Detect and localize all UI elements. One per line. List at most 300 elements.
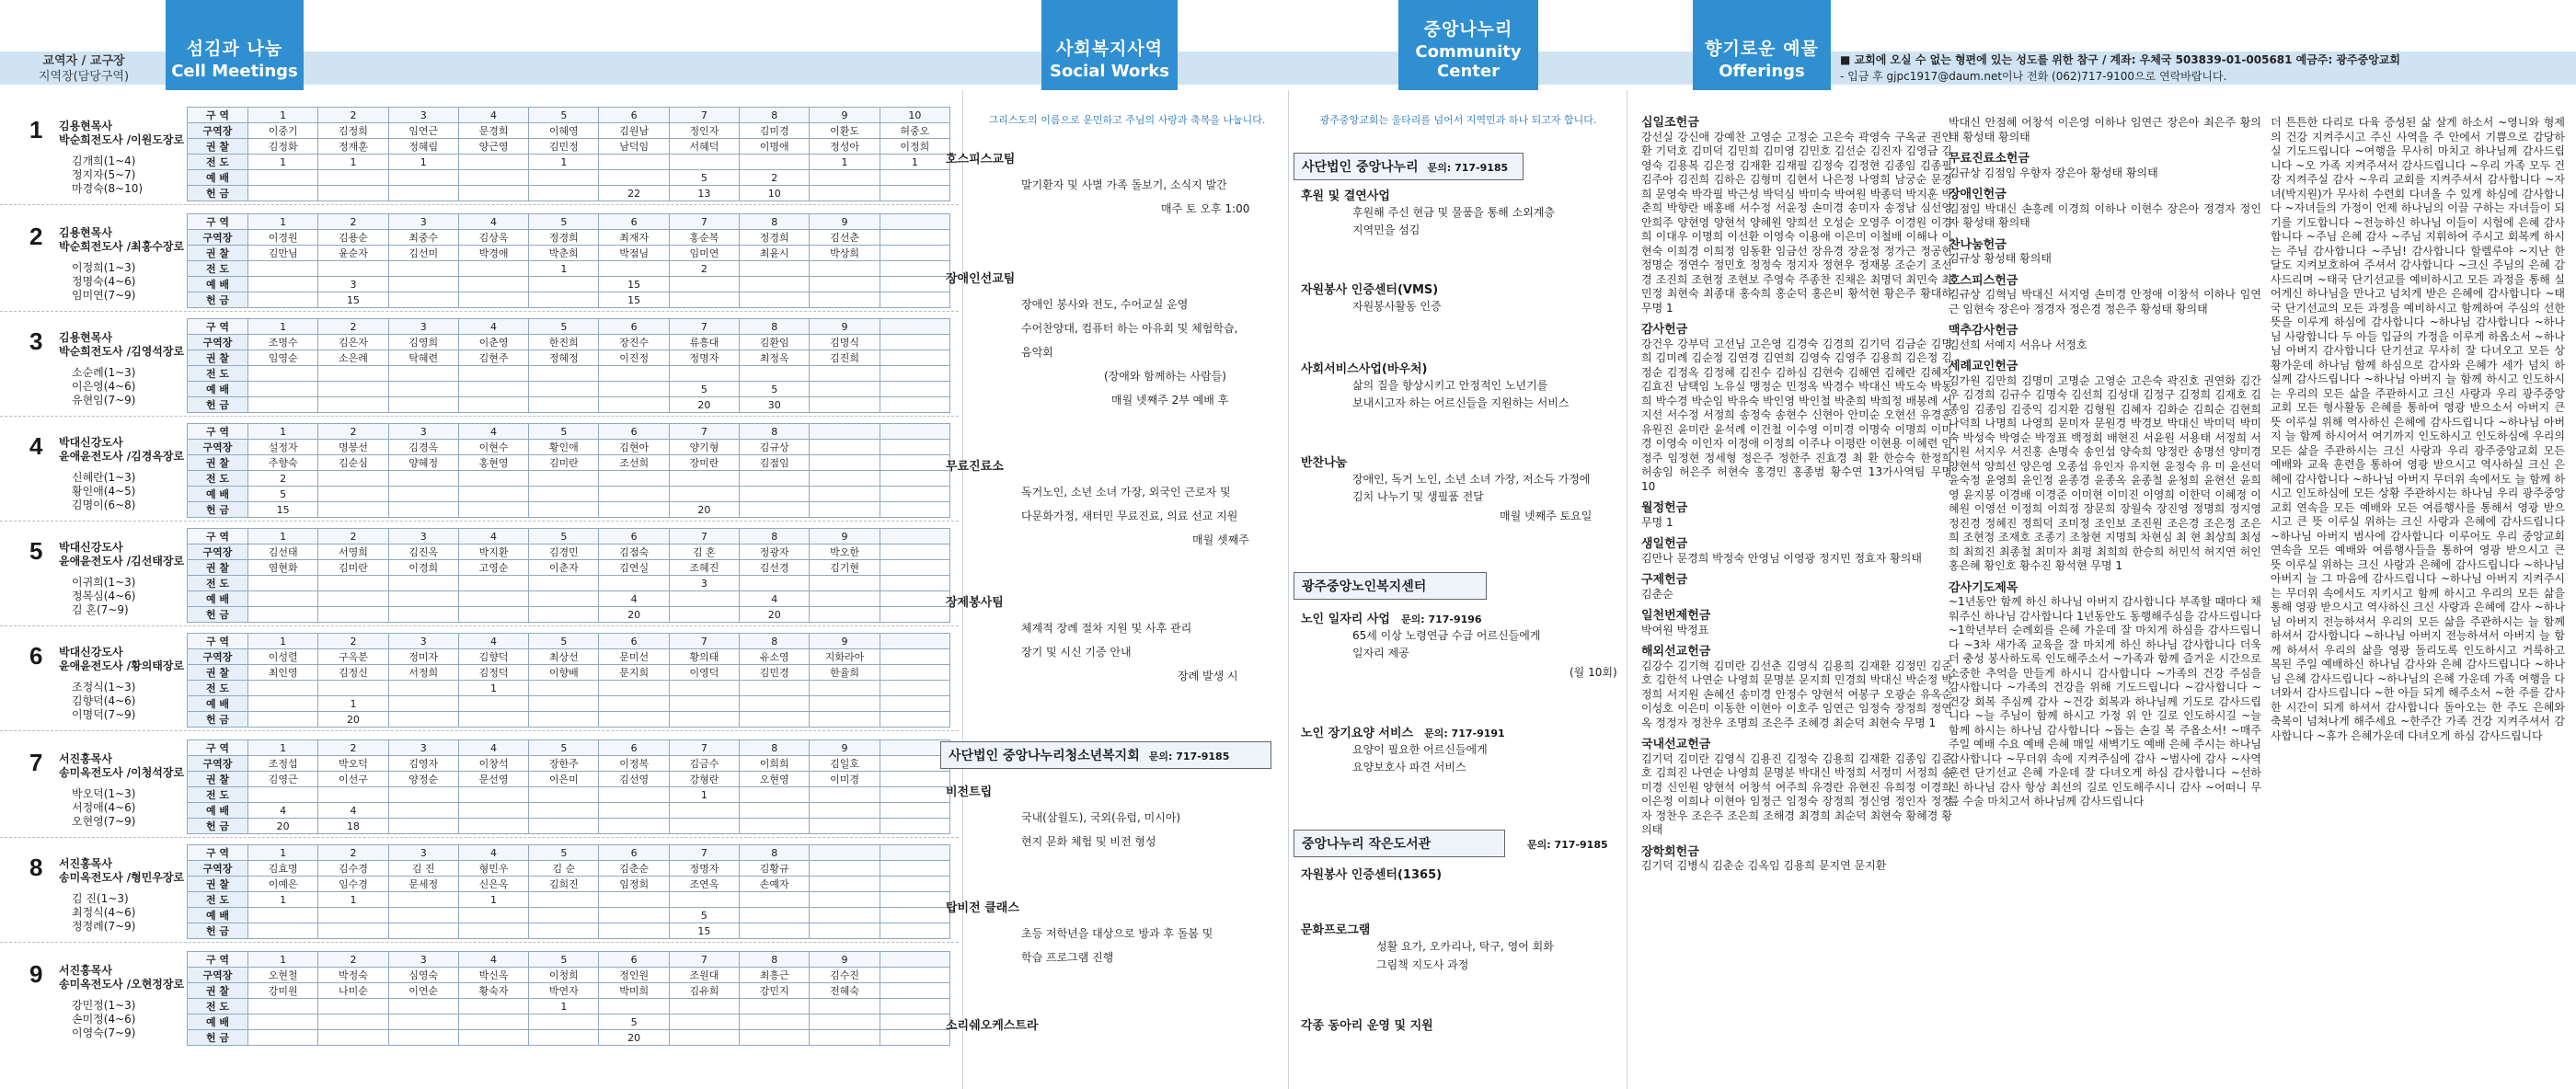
table-cell: 2 [740,170,810,186]
table-cell [458,607,528,623]
table-cell [458,487,528,502]
cc-care-title [1301,723,1505,740]
table-cell: 박경애 [458,246,528,261]
table-cell: 조원대 [669,968,739,983]
table-cell [810,1030,880,1046]
offering-category: 일천번제헌금 [1641,609,1711,623]
table-cell [248,591,318,607]
offering-category: 장애인헌금 [1949,188,2007,201]
table-cell [388,261,458,277]
sw-section-line: (장애와 함께하는 사람들) [1104,370,1226,383]
table-header-cell: 3 [388,214,458,230]
table-cell: 예 배 [188,170,248,186]
cell-member: 유현임(7~9) [72,394,136,407]
table-cell [810,607,880,623]
table-cell [388,607,458,623]
table-cell [880,277,949,292]
table-cell: 김기현 [810,560,880,576]
table-cell [529,576,599,591]
sw-section-line: 매월 넷째주 2부 예배 후 [1111,394,1229,407]
offering-category: 맥추감사헌금 [1949,324,2018,338]
table-cell: 김 혼 [669,544,739,560]
table-cell: 황숙자 [458,983,528,999]
cc-vms-title: 자원봉사 인증센터(VMS) [1301,283,1439,297]
table-cell [599,261,669,277]
table-cell [388,923,458,939]
table-cell [388,1030,458,1046]
table-cell: 유소영 [740,649,810,665]
table-row [188,440,950,455]
table-cell [529,1014,599,1030]
offerings-column-1 [1641,116,1952,874]
cell-table [187,844,950,939]
table-header-cell: 3 [388,319,458,335]
table-cell [458,999,528,1014]
cc-job-title [1301,609,1482,626]
table-cell [529,892,599,908]
table-cell: 이춘자 [529,560,599,576]
table-cell [810,803,880,819]
cell-member: 강민정(1~3) [72,999,136,1012]
table-cell [810,923,880,939]
cell-separator [0,942,959,943]
table-cell [248,1014,318,1030]
table-row [188,214,950,230]
table-cell [599,712,669,728]
table-header-cell: 3 [388,634,458,649]
table-cell: 3 [318,277,388,292]
table-cell: 권 찰 [188,455,248,471]
table-cell [740,1014,810,1030]
table-cell: 20 [740,607,810,623]
table-cell [880,230,949,246]
table-cell [388,696,458,712]
table-cell [318,261,388,277]
table-header-cell: 3 [388,740,458,756]
table-cell: 정명자 [669,861,739,877]
table-cell: 22 [599,186,669,201]
cc-care-line: 요양이 필요한 어르신들에게 [1352,743,1488,756]
sw-section-title: 무료진료소 [946,460,1004,474]
table-cell: 정경희 [529,230,599,246]
sw-section-line: 독거노인, 소년 소녀 가장, 외국인 근로자 및 [1021,486,1231,499]
table-cell [388,999,458,1014]
table-row [188,861,950,877]
cell-member: 박오덕(1~3) [72,787,136,800]
table-cell: 최정옥 [740,350,810,366]
table-cell [529,819,599,834]
table-cell: 박연자 [529,983,599,999]
table-cell [810,712,880,728]
cell-leader: 김용현목사 박순희전도사 /최홍수장로 [59,226,185,253]
table-cell: 김규상 [740,440,810,455]
cell-group-3 [0,318,959,421]
table-cell: 류흥대 [669,335,739,350]
table-cell [880,292,949,308]
cc-sidedish-title: 반찬나눔 [1301,456,1348,470]
table-cell: 강민지 [740,983,810,999]
offering-category: 감사헌금 [1641,323,1688,337]
cell-members [72,999,191,1040]
nanuri-phone: 문의: 717-9185 [1427,162,1509,174]
table-cell: 박점님 [599,246,669,261]
table-cell [599,155,669,170]
cell-member: 최정식(4~6) [72,906,136,919]
table-cell: 신은옥 [458,877,528,892]
cc-care-title-text: 노인 장기요양 서비스 [1301,727,1414,740]
table-cell: 이중기 [248,123,318,139]
table-cell: 이현수 [458,440,528,455]
table-cell [248,787,318,803]
table-cell: 30 [740,397,810,413]
table-cell: 소은례 [318,350,388,366]
table-cell [248,908,318,923]
table-header-cell: 2 [318,108,388,123]
table-header-cell: 7 [669,845,739,861]
table-cell [810,366,880,382]
table-header-cell: 구 역 [188,424,248,440]
cell-member: 이명덕(7~9) [72,708,136,721]
table-cell: 이예은 [248,877,318,892]
table-cell [458,819,528,834]
table-cell [880,186,949,201]
table-cell [388,819,458,834]
table-cell: 5 [248,487,318,502]
offering-names: 김기덕 김병식 김춘순 김옥임 김용희 문지연 문지환 [1641,859,1887,872]
table-cell [388,787,458,803]
table-header-cell [880,845,949,861]
table-cell [740,819,810,834]
sw-section-line: 다문화가정, 새터민 무료진료, 의료 선교 지원 [1021,510,1238,522]
table-row [188,999,950,1014]
table-row [188,952,950,968]
table-cell [458,803,528,819]
table-cell: 구옥분 [318,649,388,665]
table-header-cell: 5 [529,740,599,756]
table-cell: 박오한 [810,544,880,560]
table-cell [880,983,949,999]
table-header-cell: 8 [740,529,810,544]
cell-number: 5 [29,537,43,565]
table-cell [248,261,318,277]
cell-member: 신혜란(1~3) [72,471,136,484]
table-cell: 임연근 [388,123,458,139]
cell-table [187,423,950,518]
table-cell [810,170,880,186]
cell-table [187,213,950,308]
table-cell: 15 [248,502,318,518]
table-header-cell: 구 역 [188,214,248,230]
table-header-cell: 1 [248,214,318,230]
cc-voucher-title: 사회서비스사업(바우처) [1301,362,1428,376]
table-cell [810,591,880,607]
table-cell: 조혜진 [669,560,739,576]
table-cell: 최상선 [529,649,599,665]
table-cell: 이청희 [529,968,599,983]
table-cell [810,892,880,908]
table-cell: 20 [599,607,669,623]
table-cell [740,787,810,803]
table-cell: 5 [669,908,739,923]
table-cell: 장한주 [529,756,599,772]
table-cell [880,335,949,350]
table-cell [529,908,599,923]
sw-section-line: 현지 문화 체험 및 비전 형성 [1021,835,1156,848]
table-cell: 구역장 [188,230,248,246]
table-header-cell [880,214,949,230]
table-cell [248,1030,318,1046]
cell-member: 오현영(7~9) [72,815,136,828]
tab-offerings-en: Offerings [1719,62,1805,81]
table-cell [669,292,739,308]
table-cell [318,471,388,487]
table-cell [880,560,949,576]
table-cell: 김금수 [669,756,739,772]
table-cell [458,382,528,397]
table-cell [880,861,949,877]
offering-category: 호스피스헌금 [1949,273,2018,288]
table-header-cell: 3 [388,529,458,544]
table-cell [880,877,949,892]
table-cell [880,544,949,560]
table-cell: 김민경 [740,665,810,681]
cell-members [72,576,191,617]
table-header-cell: 구 역 [188,740,248,756]
cell-separator [0,625,959,626]
table-cell [318,591,388,607]
table-cell: 장진수 [599,335,669,350]
table-cell: 김원남 [599,123,669,139]
table-cell: 1 [458,892,528,908]
table-cell: 헌 금 [188,923,248,939]
table-cell [669,681,739,696]
table-cell [529,1030,599,1046]
tab-community-center-ko: 중앙나누리 [1423,19,1513,40]
cell-member: 이정희(1~3) [72,261,136,274]
table-cell [318,787,388,803]
table-cell: 박신옥 [458,968,528,983]
offerings-column-3 [2271,116,2565,743]
table-cell [740,803,810,819]
cc-support-line: 지역민을 섬김 [1352,224,1420,236]
table-cell [599,696,669,712]
table-cell: 이정복 [599,756,669,772]
table-cell [669,487,739,502]
table-cell: 김영근 [248,772,318,787]
cell-member: 김향덕(4~6) [72,694,136,707]
table-cell: 4 [599,591,669,607]
cell-number: 2 [29,223,43,250]
table-cell: 18 [318,819,388,834]
table-row [188,892,950,908]
table-row [188,246,950,261]
cell-number: 9 [29,960,43,988]
table-cell [458,471,528,487]
table-cell: 이춘영 [458,335,528,350]
table-cell: 서정희 [388,665,458,681]
cc-sidedish-line: 김치 나누기 및 생필품 전달 [1352,490,1484,503]
table-cell: 김선춘 [810,230,880,246]
table-row [188,319,950,335]
cell-member: 임미연(7~9) [72,289,136,302]
table-cell [880,681,949,696]
table-cell: 손예자 [740,877,810,892]
offering-category: 국내선교헌금 [1641,738,1711,751]
cell-group-7 [0,739,959,843]
table-cell: 문미선 [599,649,669,665]
cell-leader: 박대신강도사 윤애윤전도사 /황의태장로 [59,646,185,672]
table-cell [740,155,810,170]
cc-care-line: 요양보호사 파견 서비스 [1352,761,1466,774]
table-cell [740,1030,810,1046]
table-cell: 구역장 [188,649,248,665]
table-cell: 4 [248,803,318,819]
table-cell: 주향숙 [248,455,318,471]
table-cell [880,261,949,277]
table-cell [529,382,599,397]
sw-section-line: 매월 셋째주 [1192,533,1249,546]
cc-job-line: 일자리 제공 [1352,647,1409,659]
sw-section-line: 장기 및 시신 기증 안내 [1021,646,1132,659]
cell-member: 정명숙(4~6) [72,275,136,288]
table-cell: 나미순 [318,983,388,999]
table-cell: 황의태 [669,649,739,665]
table-cell [458,366,528,382]
table-row [188,908,950,923]
table-cell: 김선경 [740,560,810,576]
table-cell: 5 [740,382,810,397]
cell-leader: 서진홍목사 송미옥전도사 /오현정장로 [59,964,185,991]
youth-welfare-box-title [940,741,1271,769]
table-row [188,772,950,787]
tab-cell-meetings-ko: 섬김과 나눔 [186,39,283,59]
header-left-labels [6,53,162,85]
table-header-cell: 8 [740,634,810,649]
table-cell [669,471,739,487]
table-cell: 15 [669,923,739,939]
table-cell: 김수경 [318,861,388,877]
table-cell: 김환임 [740,335,810,350]
table-cell: 1 [529,261,599,277]
table-row [188,634,950,649]
table-cell: 구역장 [188,123,248,139]
table-cell [529,366,599,382]
table-header-cell: 6 [599,108,669,123]
table-header-cell: 8 [740,845,810,861]
table-cell: 구역장 [188,440,248,455]
table-cell: 2 [248,471,318,487]
table-row [188,923,950,939]
table-row [188,382,950,397]
cell-separator [0,730,959,731]
table-row [188,607,950,623]
table-cell [388,908,458,923]
table-cell [458,1030,528,1046]
table-cell: 4 [740,591,810,607]
sw-section-line: 음악회 [1021,346,1053,359]
table-cell: 20 [669,502,739,518]
table-cell [880,170,949,186]
table-cell [529,803,599,819]
table-cell: 양혜정 [388,455,458,471]
table-row [188,649,950,665]
table-header-cell: 6 [599,214,669,230]
table-cell [458,170,528,186]
table-cell [599,908,669,923]
table-header-cell: 1 [248,424,318,440]
table-cell [810,1014,880,1030]
table-cell: 이창석 [458,756,528,772]
table-cell [458,576,528,591]
table-cell [880,1030,949,1046]
table-cell [880,246,949,261]
table-cell [529,787,599,803]
offering-category: 감사기도제목 [1949,580,2018,595]
table-cell: 문세정 [388,877,458,892]
table-row [188,366,950,382]
table-cell: 1 [388,155,458,170]
table-cell [880,576,949,591]
cell-member: 정복심(4~6) [72,590,136,602]
cell-leader: 김용현목사 박순희전도사 /이원도장로 [59,120,185,146]
table-cell: 15 [599,292,669,308]
table-cell: 황인애 [529,440,599,455]
table-header-cell: 1 [248,952,318,968]
table-cell [318,908,388,923]
cell-table [187,318,950,413]
table-header-cell: 9 [810,740,880,756]
table-cell [669,591,739,607]
table-cell: 김만님 [248,246,318,261]
table-cell [318,681,388,696]
table-row [188,712,950,728]
cell-member: 서정애(4~6) [72,801,136,814]
table-cell: 김진옥 [388,544,458,560]
table-cell [880,455,949,471]
table-header-cell: 5 [529,214,599,230]
table-header-cell: 구 역 [188,952,248,968]
table-cell: 최흥근 [740,968,810,983]
sw-section-line: 학습 프로그램 진행 [1021,951,1114,964]
table-cell [318,397,388,413]
table-cell [880,350,949,366]
table-cell [388,502,458,518]
table-cell [318,576,388,591]
table-cell [529,681,599,696]
library-phone: 문의: 717-9185 [1527,839,1608,851]
table-cell [248,292,318,308]
cell-number: 8 [29,854,43,881]
table-cell: 전 도 [188,787,248,803]
table-cell: 조선희 [599,455,669,471]
table-cell [529,186,599,201]
table-cell [880,999,949,1014]
table-cell [669,277,739,292]
table-cell [810,382,880,397]
table-cell [318,502,388,518]
table-header-cell: 1 [248,740,318,756]
table-cell [810,861,880,877]
table-cell [458,923,528,939]
table-header-cell: 6 [599,845,669,861]
table-cell: 임정희 [599,877,669,892]
table-cell: 최인영 [248,665,318,681]
offering-category: 세례교인헌금 [1949,360,2018,373]
table-cell: 김미경 [740,123,810,139]
table-header-cell: 9 [810,952,880,968]
table-header-cell: 8 [740,424,810,440]
table-cell [318,487,388,502]
